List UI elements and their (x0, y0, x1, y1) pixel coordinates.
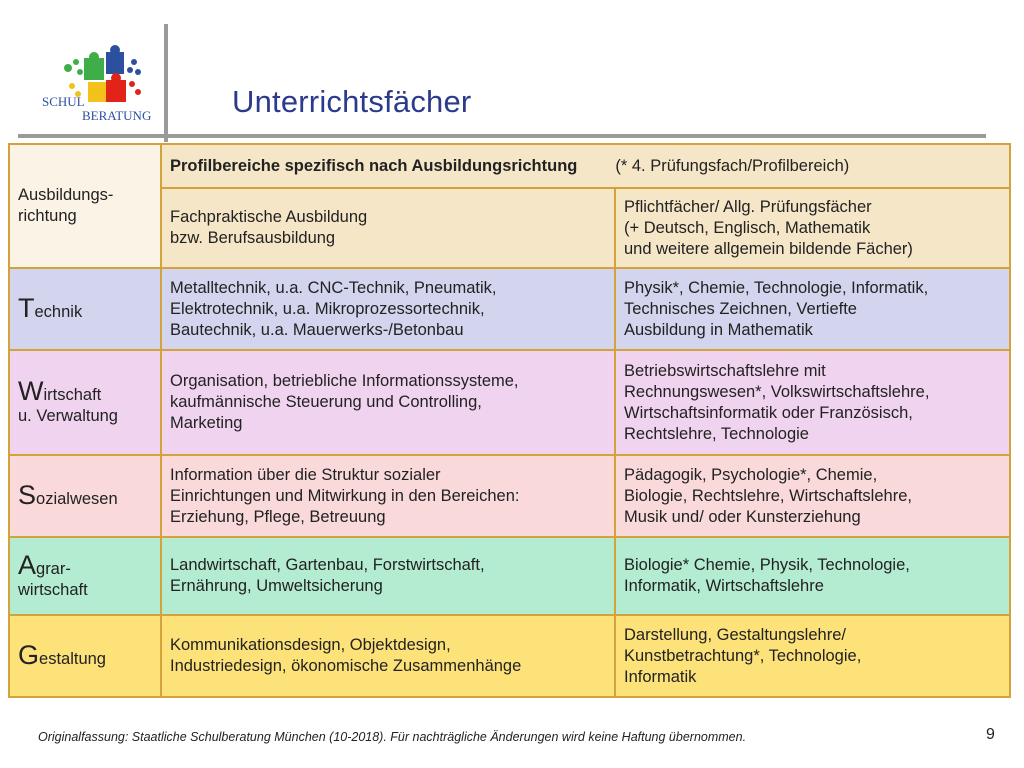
fachpraktische-cell: Information über die Struktur sozialer Einrichtungen und Mitwirkung in den Bereichen: Erziehung, Pflege, Betreuung (161, 455, 615, 537)
profilbereiche-header (161, 144, 1010, 188)
row-label: irtschaft u. Verwaltung (18, 386, 118, 425)
ausbildungsrichtung-cell (9, 350, 161, 455)
fachpraktische-cell: Metalltechnik, u.a. CNC-Technik, Pneumatik, Elektrotechnik, u.a. Mikroprozessortechnik, Bautechnik, u.a. Mauerwerks-/Betonbau (161, 268, 615, 350)
row-initial: S (18, 480, 37, 510)
header-horizontal-divider (18, 134, 986, 138)
table-row-wirtschaft (9, 350, 1010, 455)
profilbereiche-title: Profilbereiche spezifisch nach Ausbildungsrichtung (170, 156, 578, 175)
ausbildungsrichtung-cell (9, 268, 161, 350)
fachpraktische-cell: Landwirtschaft, Gartenbau, Forstwirtschaft, Ernährung, Umweltsicherung (161, 537, 615, 615)
fachpraktische-cell: Organisation, betriebliche Informationssysteme, kaufmännische Steuerung und Controlling, Marketing (161, 350, 615, 455)
puzzle-logo-icon (28, 40, 158, 130)
page-title: Unterrichtsfächer (232, 84, 472, 119)
pflichtfaecher-header: Pflichtfächer/ Allg. Prüfungsfächer (+ Deutsch, Englisch, Mathematik und weitere allgemein bildende Fächer) (615, 188, 1010, 268)
row-initial: W (18, 376, 44, 406)
svg-text:SCHUL: SCHUL (42, 94, 85, 109)
ausbildungsrichtung-header: Ausbildungs- richtung (9, 144, 161, 268)
svg-text:BERATUNG: BERATUNG (82, 108, 152, 123)
pflichtfaecher-cell: Pädagogik, Psychologie*, Chemie, Biologie, Rechtslehre, Wirtschaftslehre, Musik und/ oder Kunsterziehung (615, 455, 1010, 537)
table-row-sozialwesen (9, 455, 1010, 537)
pflichtfaecher-cell: Betriebswirtschaftslehre mit Rechnungswesen*, Volkswirtschaftslehre, Wirtschaftsinformatik oder Französisch, Rechtslehre, Technologie (615, 350, 1010, 455)
row-initial: G (18, 640, 40, 670)
fachpraktische-header: Fachpraktische Ausbildung bzw. Berufsausbildung (161, 188, 615, 268)
subjects-table (8, 143, 1011, 698)
row-initial: A (18, 549, 37, 580)
pflichtfaecher-cell: Physik*, Chemie, Technologie, Informatik, Technisches Zeichnen, Vertiefte Ausbildung in Mathematik (615, 268, 1010, 350)
row-label: echnik (34, 303, 83, 321)
row-label: ozialwesen (36, 490, 118, 508)
table-row-agrar (9, 537, 1010, 615)
pflichtfaecher-cell: Darstellung, Gestaltungslehre/ Kunstbetrachtung*, Technologie, Informatik (615, 615, 1010, 697)
row-label: estaltung (39, 650, 106, 668)
profilbereiche-note: (* 4. Prüfungsfach/Profilbereich) (615, 156, 850, 175)
page-number: 9 (986, 726, 995, 743)
row-initial: T (18, 293, 35, 323)
ausbildungsrichtung-cell (9, 537, 161, 615)
header-vertical-divider (164, 24, 168, 142)
table-row-gestaltung (9, 615, 1010, 697)
ausbildungsrichtung-cell (9, 455, 161, 537)
footer-disclaimer: Originalfassung: Staatliche Schulberatung München (10-2018). Für nachträgliche Änderungen wird keine Haftung übernommen. (38, 730, 747, 744)
fachpraktische-cell: Kommunikationsdesign, Objektdesign, Industriedesign, ökonomische Zusammenhänge (161, 615, 615, 697)
row-label: grar- wirtschaft (18, 559, 88, 599)
schulberatung-logo (28, 40, 158, 130)
ausbildungsrichtung-cell (9, 615, 161, 697)
table-row-technik (9, 268, 1010, 350)
pflichtfaecher-cell: Biologie* Chemie, Physik, Technologie, Informatik, Wirtschaftslehre (615, 537, 1010, 615)
